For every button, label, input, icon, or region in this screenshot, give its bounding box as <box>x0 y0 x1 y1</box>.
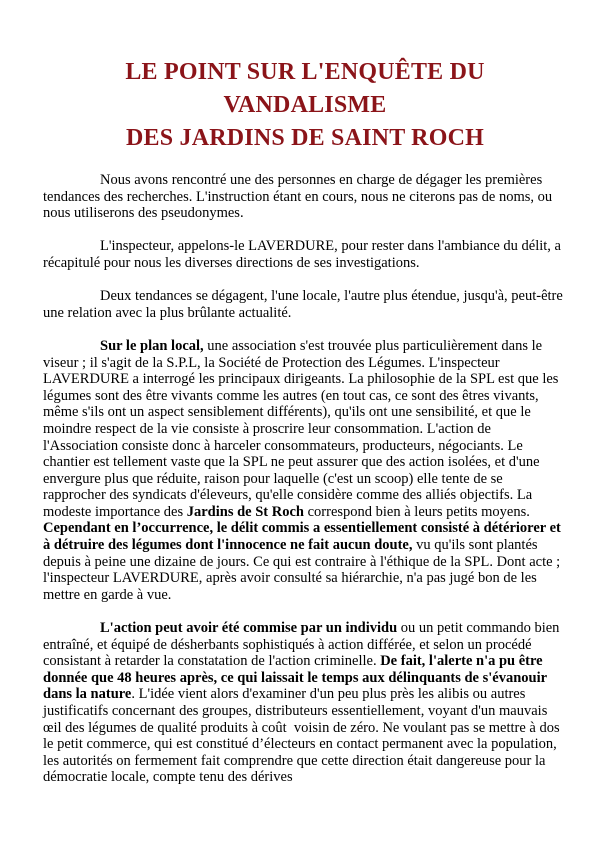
bold-text-run: L'action peut avoir été commise par un individu <box>100 620 398 637</box>
title-line: DES JARDINS DE SAINT ROCH <box>126 125 484 151</box>
paragraph <box>43 620 567 786</box>
paragraph <box>43 288 567 321</box>
text-run: . L'idée vient alors d'examiner d'un peu plus près les alibis ou autres justificatifs concernant des groupes, distributeurs essentiellement, voyant d'un mauvais œil des légumes de qualité produits à coût voisin de zéro. Ne voulant pas se mettre à dos le petit commerce, qui est constitué d’électeurs en contact permanent avec la population, les autorités on fermement fait comprendre que cette direction était dangereuse pour la démocratie locale, compte tenu des dérives <box>43 686 564 786</box>
title-line: LE POINT SUR L'ENQUÊTE DU <box>125 59 485 85</box>
text-run: vu qu'ils sont plantés depuis à peine une dizaine de jours. Ce qui est contraire à l'éthique de la SPL. Dont acte ; l'inspecteur LAVERDURE, après avoir consulté sa hiérarchie, n'a pas jugé bon de les mettre en garde à vue. <box>43 537 564 603</box>
text-run: ou un petit commando bien entraîné, et équipé de désherbants sophistiqués à action différée, et selon un procédé consistant à retarder la constatation de l'action criminelle. <box>43 620 564 670</box>
paragraph <box>43 172 567 222</box>
document-body <box>43 172 567 786</box>
bold-text-run: Cependant en l’occurrence, le délit commis a essentiellement consisté à détériorer et à détruire des légumes dont l'innocence ne fait aucun doute, <box>43 520 565 554</box>
document-title <box>43 56 567 155</box>
bold-text-run: De fait, l'alerte n'a pu être donnée que 48 heures après, ce qui laissait le temps aux délinquants de s'évanouir dans la nature <box>43 653 551 703</box>
text-run: L'inspecteur, appelons-le LAVERDURE, pour rester dans l'ambiance du délit, a récapitulé pour nous les diverses directions de ses investigations. <box>43 238 565 271</box>
text-run: Deux tendances se dégagent, l'une locale, l'autre plus étendue, jusqu'à, peut-être une relation avec la plus brûlante actualité. <box>43 288 567 321</box>
text-run: une association s'est trouvée plus particulièrement dans le viseur ; il s'agit de la S.P.L, la Société de Protection des Légumes. L'inspecteur LAVERDURE a interrogé les principaux dirigeants. La philosophie de la SPL est que les légumes sont des être vivants comme les autres (en tout cas, ce sont des êtres vivants, même s'ils ont un aspect sensiblement différents), qu'ils ont une sensibilité, et que le moindre respect de la vie consiste à proscrire leur consommation. L'action de l'Association consiste donc à harceler consommateurs, producteurs, négociants. Le chantier est tellement vaste que la SPL ne peut assurer que des action isolées, et d'une envergure plus que réduite, raison pour laquelle (c'est un scoop) elle tente de se rapprocher des syndicats d'éleveurs, qu'elle considère comme des alliés objectifs. La modeste importance des <box>43 337 563 520</box>
paragraph <box>43 338 567 604</box>
paragraph <box>43 238 567 271</box>
text-run: Nous avons rencontré une des personnes en charge de dégager les premières tendances des recherches. L'instruction étant en cours, nous ne citerons pas de noms, ou nous utiliserons des pseudonymes. <box>43 172 556 222</box>
bold-text-run: Sur le plan local, <box>100 337 204 354</box>
bold-text-run: Jardins de St Roch <box>186 503 304 520</box>
text-run: correspond bien à leurs petits moyens. <box>303 503 534 520</box>
title-line: VANDALISME <box>223 92 387 118</box>
